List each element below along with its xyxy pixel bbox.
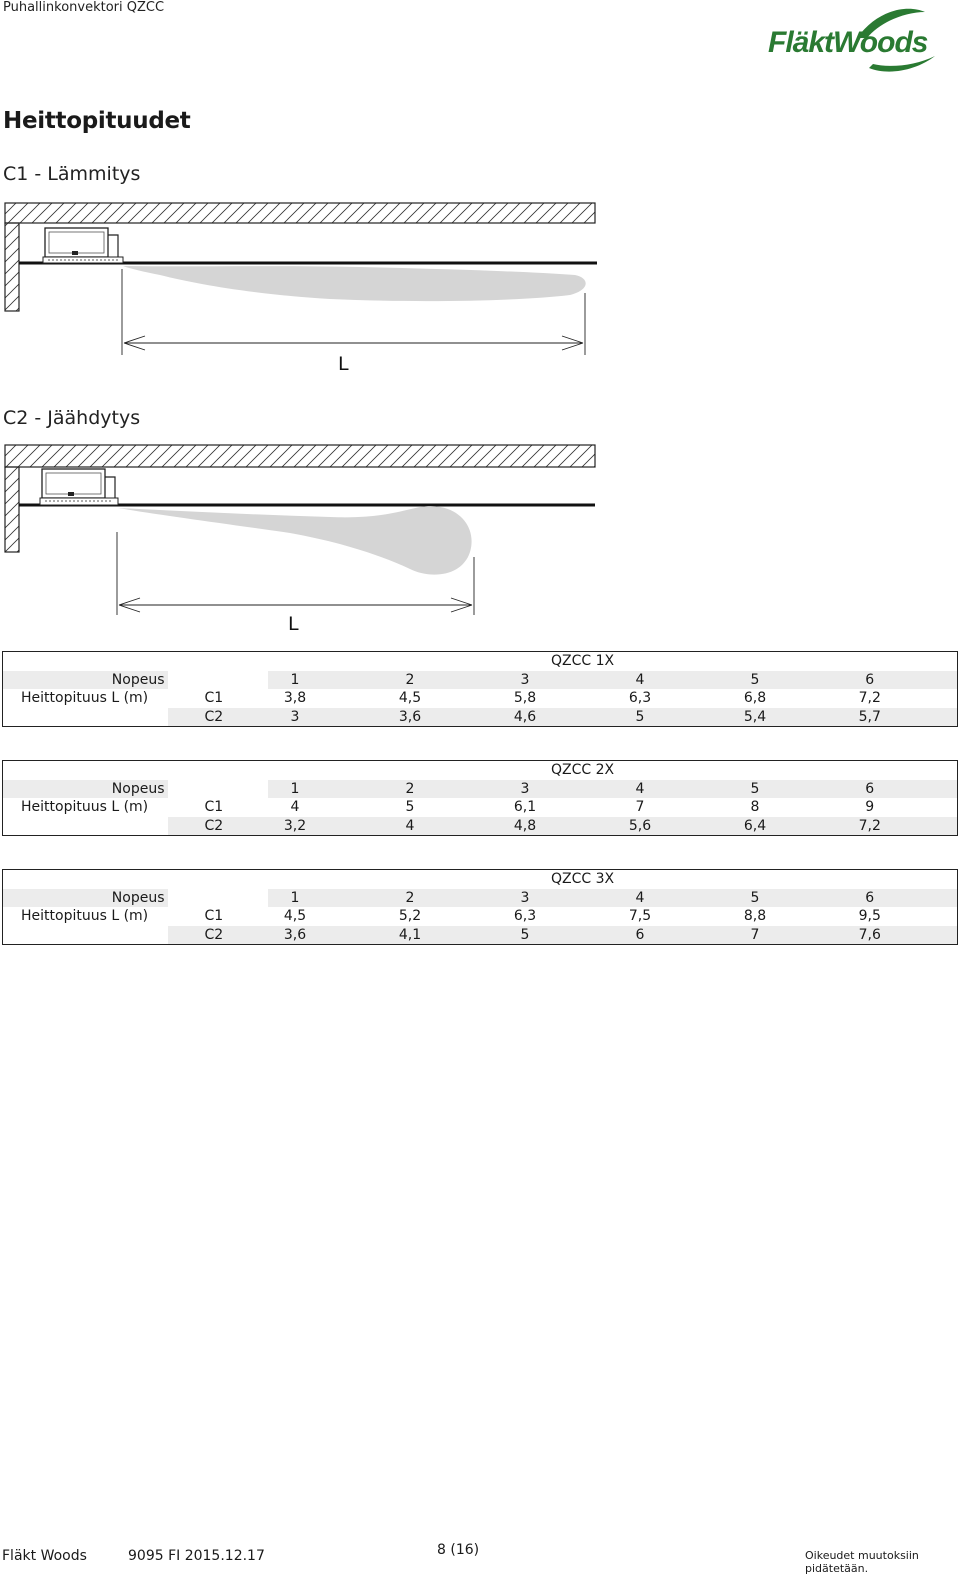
speed-cell: 6 xyxy=(843,671,958,690)
value-cell: 4,8 xyxy=(498,817,613,836)
speed-cell: 6 xyxy=(843,889,958,908)
value-cell: 3 xyxy=(268,708,383,727)
throw-table-qzcc-3x xyxy=(2,869,958,945)
value-cell: 5,6 xyxy=(613,817,728,836)
speed-cell: 2 xyxy=(383,671,498,690)
speed-cell: 3 xyxy=(498,780,613,799)
page-number: 8 (16) xyxy=(437,1542,480,1558)
speed-cell: 2 xyxy=(383,889,498,908)
convector-unit xyxy=(40,469,118,505)
document-title: Puhallinkonvektori QZCC xyxy=(3,0,165,15)
value-cell: 5,7 xyxy=(843,708,958,727)
footer-company: Fläkt Woods xyxy=(2,1548,87,1564)
value-cell: 7 xyxy=(635,799,645,815)
value-cell: 7,5 xyxy=(628,908,652,924)
mode-cell: C2 xyxy=(168,926,268,945)
value-cell: 6,3 xyxy=(628,690,652,706)
value-cell: 7,2 xyxy=(843,817,958,836)
value-cell: 5,8 xyxy=(513,690,537,706)
svg-text:FläktWoods: FläktWoods xyxy=(768,26,928,59)
value-cell: 7,6 xyxy=(843,926,958,945)
value-cell: 4 xyxy=(290,799,300,815)
speed-cell: 5 xyxy=(728,671,843,690)
cooling-subheading: C2 - Jäähdytys xyxy=(3,407,141,429)
speed-cell: 1 xyxy=(268,780,383,799)
speed-cell: 5 xyxy=(728,780,843,799)
value-cell: 4,1 xyxy=(383,926,498,945)
speed-label: Nopeus xyxy=(3,780,168,799)
air-plume xyxy=(118,506,472,575)
value-cell: 4 xyxy=(383,817,498,836)
speed-cell: 2 xyxy=(383,780,498,799)
throw-label: Heittopituus L (m) xyxy=(21,690,149,706)
speed-cell: 4 xyxy=(613,780,728,799)
ceiling-slab xyxy=(5,203,595,223)
air-plume xyxy=(123,266,586,301)
heating-subheading: C1 - Lämmitys xyxy=(3,163,141,185)
value-cell: 8,8 xyxy=(743,908,767,924)
convector-unit xyxy=(43,228,123,263)
value-cell: 3,6 xyxy=(383,708,498,727)
mode-cell: C2 xyxy=(168,817,268,836)
value-cell: 3,8 xyxy=(283,690,307,706)
table-title: QZCC 2X xyxy=(550,762,615,778)
dimension-label: L xyxy=(338,353,349,375)
dimension-label: L xyxy=(288,613,299,635)
value-cell: 4,6 xyxy=(498,708,613,727)
value-cell: 9,5 xyxy=(858,908,881,924)
value-cell: 5,4 xyxy=(728,708,843,727)
flaktwoods-logo xyxy=(765,6,955,76)
footer-rights-note: Oikeudet muutoksiin pidätetään. xyxy=(805,1549,919,1575)
value-cell: 6 xyxy=(613,926,728,945)
value-cell: 4,5 xyxy=(398,690,422,706)
value-cell: 6,3 xyxy=(513,908,537,924)
value-cell: 6,1 xyxy=(513,799,537,815)
value-cell: 4,5 xyxy=(283,908,307,924)
throw-label: Heittopituus L (m) xyxy=(21,799,149,815)
speed-cell: 3 xyxy=(498,671,613,690)
throw-table-qzcc-1x xyxy=(2,651,958,727)
cooling-throw-diagram xyxy=(0,437,610,637)
heating-throw-diagram xyxy=(0,195,610,385)
speed-cell: 1 xyxy=(268,671,383,690)
throw-label: Heittopituus L (m) xyxy=(21,908,149,924)
mode-cell: C1 xyxy=(204,799,224,815)
throw-table-qzcc-2x xyxy=(2,760,958,836)
speed-cell: 4 xyxy=(613,889,728,908)
mode-cell: C1 xyxy=(204,908,224,924)
value-cell: 5 xyxy=(405,799,415,815)
speed-cell: 1 xyxy=(268,889,383,908)
ceiling-slab xyxy=(5,445,595,467)
section-heading: Heittopituudet xyxy=(3,108,191,134)
wall xyxy=(5,223,19,311)
mode-cell: C1 xyxy=(204,690,224,706)
value-cell: 7,2 xyxy=(858,690,881,706)
value-cell: 5,2 xyxy=(398,908,422,924)
value-cell: 9 xyxy=(865,799,875,815)
footer-doc-ref: 9095 FI 2015.12.17 xyxy=(128,1548,265,1564)
speed-cell: 6 xyxy=(843,780,958,799)
table-title: QZCC 3X xyxy=(550,871,615,887)
speed-cell: 5 xyxy=(728,889,843,908)
value-cell: 7 xyxy=(728,926,843,945)
value-cell: 8 xyxy=(750,799,760,815)
value-cell: 6,4 xyxy=(728,817,843,836)
speed-cell: 3 xyxy=(498,889,613,908)
value-cell: 3,6 xyxy=(268,926,383,945)
speed-label: Nopeus xyxy=(3,671,168,690)
mode-cell: C2 xyxy=(168,708,268,727)
wall xyxy=(5,467,19,552)
table-title: QZCC 1X xyxy=(550,653,615,669)
speed-cell: 4 xyxy=(613,671,728,690)
value-cell: 5 xyxy=(613,708,728,727)
speed-label: Nopeus xyxy=(3,889,168,908)
value-cell: 3,2 xyxy=(268,817,383,836)
value-cell: 5 xyxy=(498,926,613,945)
value-cell: 6,8 xyxy=(743,690,767,706)
